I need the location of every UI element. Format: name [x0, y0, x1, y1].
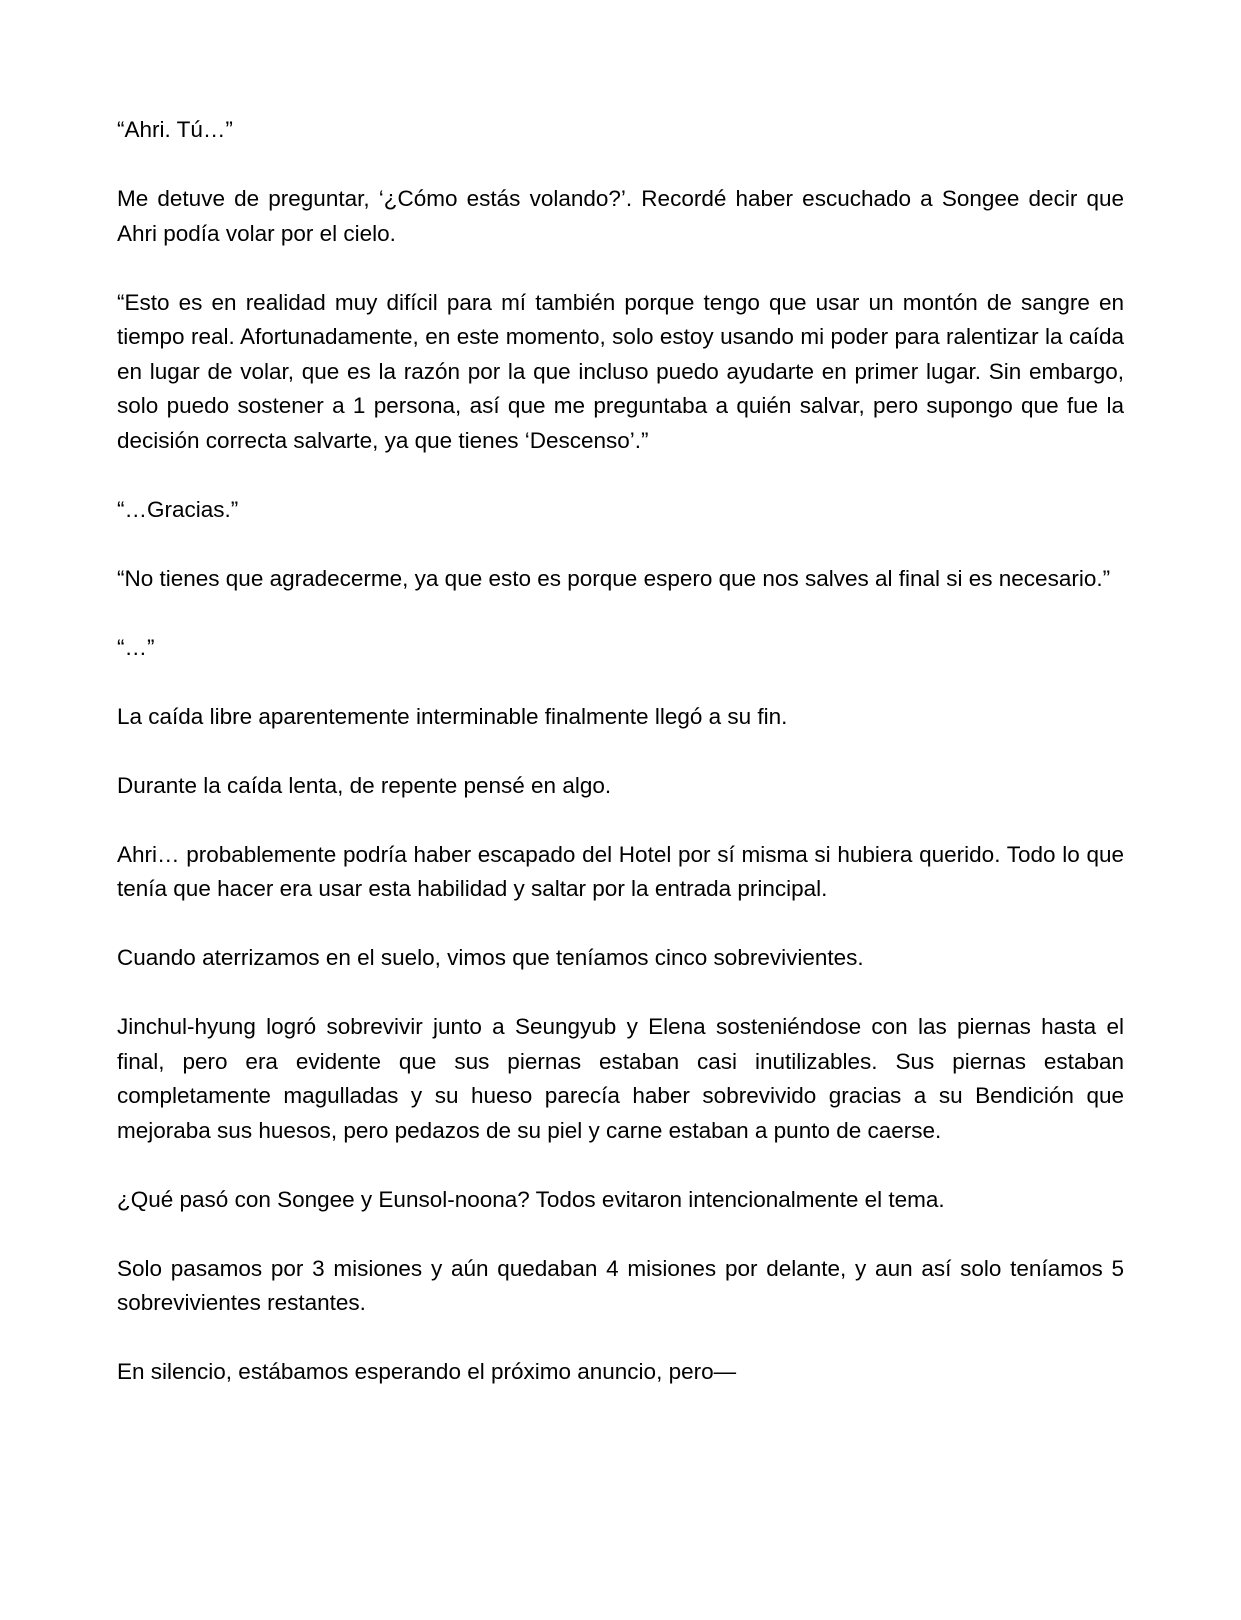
paragraph-dialogue: “Esto es en realidad muy difícil para mí también porque tengo que usar un montón de sangre en tiempo real. Afortunadamente, en este momento, solo estoy usando mi poder para ralentizar la caída en lugar de volar, que es la razón por la que incluso puedo ayudarte en primer lugar. Sin embargo, solo puedo sostener a 1 persona, así que me preguntaba a quién salvar, pero supongo que fue la decisión correcta salvarte, ya que tienes ‘Descenso’.” — [117, 289, 1124, 453]
paragraph-narration: Me detuve de preguntar, ‘¿Cómo estás volando?’. Recordé haber escuchado a Songee decir que Ahri podía volar por el cielo. — [117, 186, 1124, 246]
paragraph-narration: ¿Qué pasó con Songee y Eunsol-noona? Todos evitaron intencionalmente el tema. — [117, 1186, 945, 1212]
paragraph-dialogue: “No tienes que agradecerme, ya que esto es porque espero que nos salves al final si es necesario.” — [117, 565, 1111, 591]
paragraph-dialogue: “…Gracias.” — [117, 496, 239, 522]
paragraph-narration: En silencio, estábamos esperando el próximo anuncio, pero— — [117, 1359, 737, 1384]
paragraph-narration: Durante la caída lenta, de repente pensé en algo. — [117, 772, 612, 798]
paragraph-narration: Cuando aterrizamos en el suelo, vimos que teníamos cinco sobrevivientes. — [117, 945, 864, 970]
paragraph-dialogue: “Ahri. Tú…” — [117, 117, 233, 142]
paragraph-narration: La caída libre aparentemente interminable finalmente llegó a su fin. — [117, 703, 788, 729]
paragraph-dialogue: “…” — [117, 634, 155, 660]
paragraph-narration: Ahri… probablemente podría haber escapado del Hotel por sí misma si hubiera querido. Todo lo que tenía que hacer era usar esta habilidad y saltar por la entrada principal. — [117, 841, 1124, 901]
paragraph-narration: Solo pasamos por 3 misiones y aún quedaban 4 misiones por delante, y aun así solo teníamos 5 sobrevivientes restantes. — [117, 1255, 1124, 1315]
paragraph-narration: Jinchul-hyung logró sobrevivir junto a Seungyub y Elena sosteniéndose con las piernas hasta el final, pero era evidente que sus piernas estaban casi inutilizables. Sus piernas estaban completamente magulladas y su hueso parecía haber sobrevivido gracias a su Bendición que mejoraba sus huesos, pero pedazos de su piel y carne estaban a punto de caerse. — [117, 1014, 1124, 1143]
